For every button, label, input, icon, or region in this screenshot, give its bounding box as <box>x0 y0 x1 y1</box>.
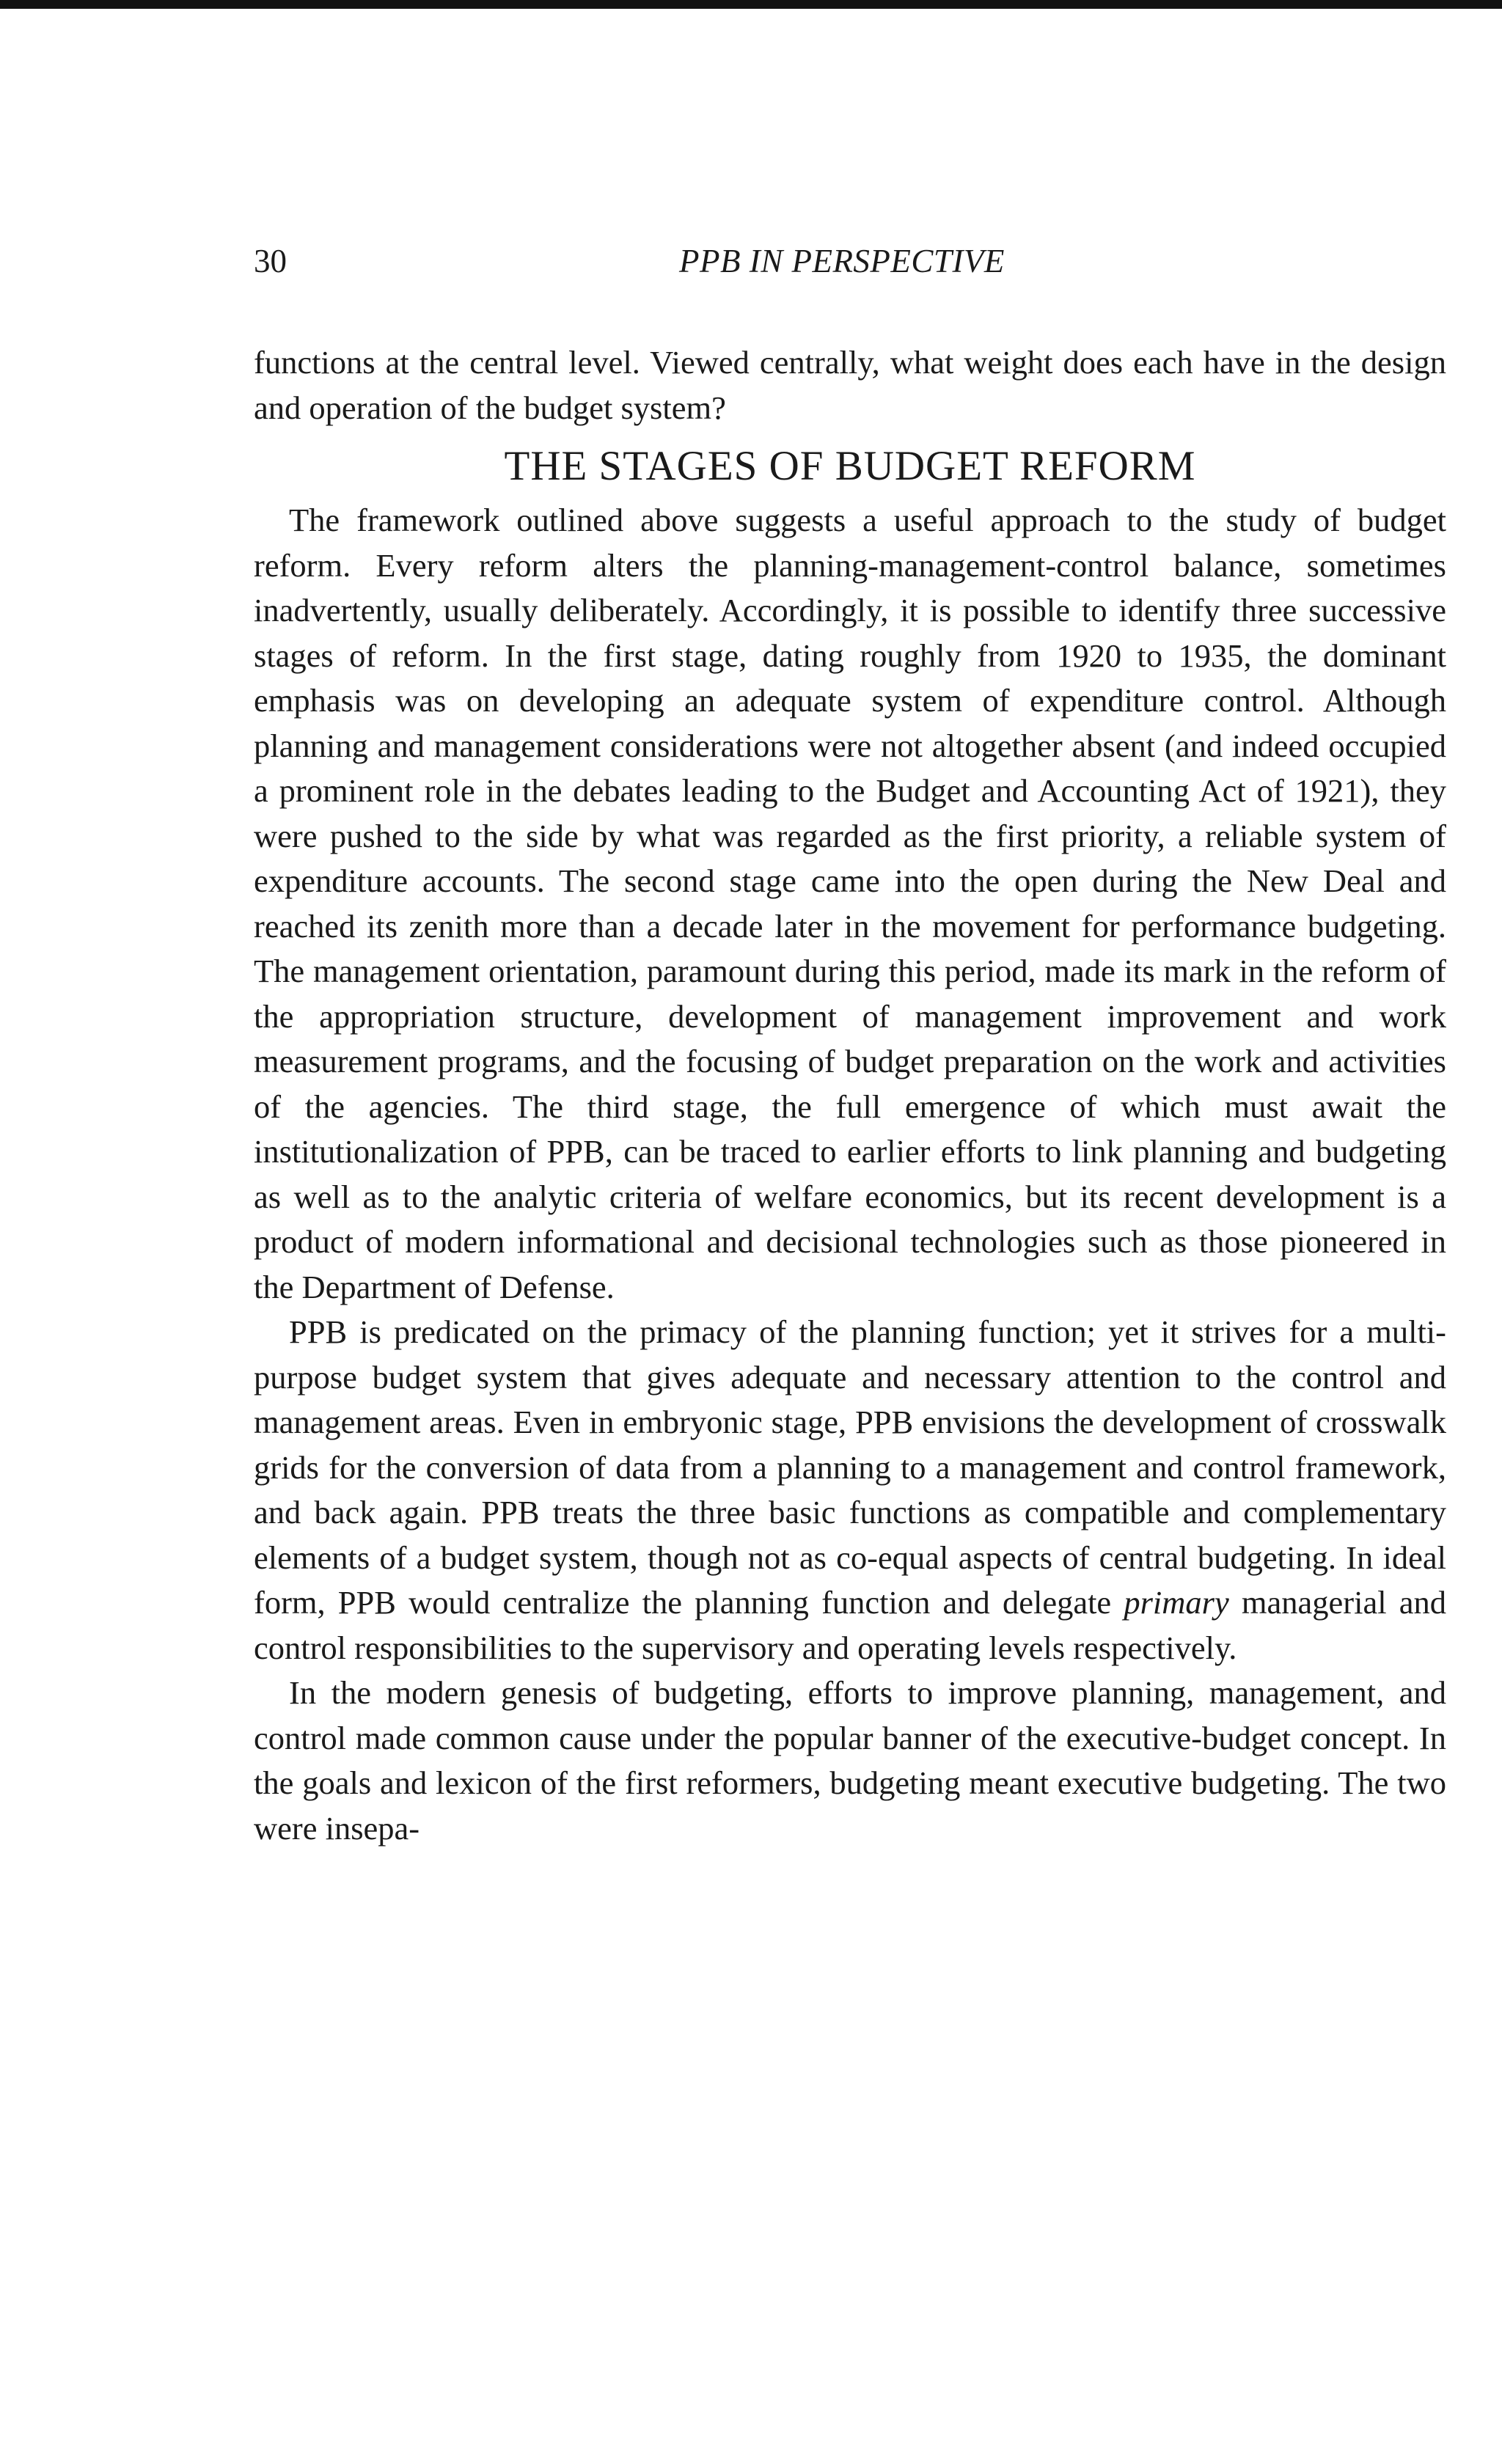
paragraph-ppb <box>254 1310 1446 1671</box>
page-top-edge <box>0 0 1502 9</box>
paragraph-ppb-text-1: PPB is predicated on the primacy of the planning function; yet it strives for a multi-purpose budget system that gives adequate and necessary attention to the control and management areas. Even in embryonic stage, PPB envisions the development of crosswalk grids for the conversion of data from a planning to a management and control framework, and back again. PPB treats the three basic functions as compatible and complementary elements of a budget system, though not as co-equal aspects of central budgeting. In ideal form, PPB would centralize the planning function and delegate <box>254 1313 1446 1621</box>
page-number: 30 <box>254 243 287 279</box>
running-title: PPB IN PERSPECTIVE <box>679 243 1005 279</box>
book-page <box>254 242 1446 1851</box>
section-heading: THE STAGES OF BUDGET REFORM <box>504 443 1196 489</box>
body-text <box>254 340 1446 1851</box>
emphasis-primary: primary <box>1124 1584 1229 1621</box>
paragraph-genesis: In the modern genesis of budgeting, efforts to improve planning, management, and control made common cause under the popular banner of the executive-budget concept. In the goals and lexicon of the first reformers, budgeting meant executive budgeting. The two were insepa- <box>254 1674 1446 1847</box>
running-head <box>254 242 1446 293</box>
paragraph-stages: The framework outlined above suggests a useful approach to the study of budget reform. Every reform alters the planning-management-control balance, sometimes inadvertently, usually deliberately. Accordingly, it is possible to identify three successive stages of reform. In the first stage, dating roughly from 1920 to 1935, the dominant emphasis was on developing an adequate system of expenditure control. Although planning and management considerations were not altogether absent (and indeed occupied a prominent role in the debates leading to the Budget and Accounting Act of 1921), they were pushed to the side by what was regarded as the first priority, a reliable system of expenditure accounts. The second stage came into the open during the New Deal and reached its zenith more than a decade later in the movement for performance budgeting. The management orientation, paramount during this period, made its mark in the reform of the appropriation structure, development of management improvement and work measurement programs, and the focusing of budget preparation on the work and activities of the agencies. The third stage, the full emergence of which must await the institutionalization of PPB, can be traced to earlier efforts to link planning and budgeting as well as to the analytic criteria of welfare economics, but its recent development is a product of modern informational and decisional technologies such as those pioneered in the Department of Defense. <box>254 502 1446 1305</box>
intro-paragraph: functions at the central level. Viewed centrally, what weight does each have in the design and operation of the budget system? <box>254 344 1446 426</box>
paragraph-ppb-text-2: managerial and control responsibilities to the supervisory and operating levels respectively. <box>254 1584 1447 1666</box>
